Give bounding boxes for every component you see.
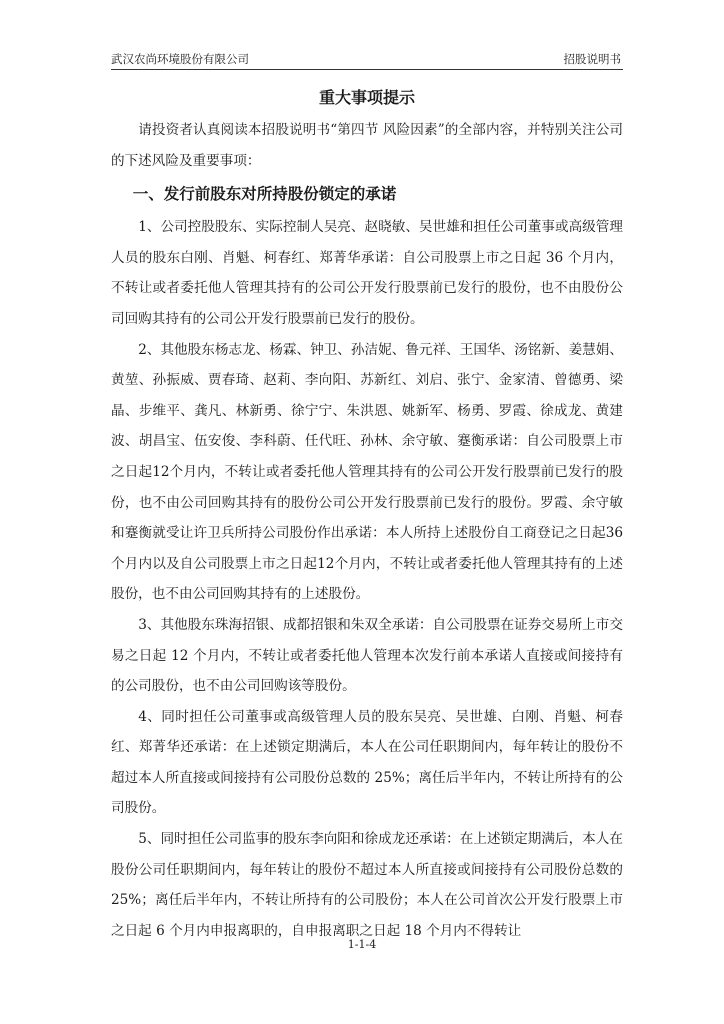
commitment-item-3: 3、其他股东珠海招银、成都招银和朱双全承诺：自公司股票在证券交易所上市交易之日起 12 个月内，不转让或者委托他人管理本次发行前本承诺人直接或间接持有的公司股份，也不由公司回购该等股份。 xyxy=(111,616,623,695)
page-number: 1-1-4 xyxy=(347,938,377,951)
page-title: 重大事项提示 xyxy=(318,88,415,107)
commitment-item-5: 5、同时担任公司监事的股东李向阳和徐成龙还承诺：在上述锁定期满后，本人在股份公司任职期间内，每年转让的股份不超过本人所直接或间接持有公司股份总数的 25%；离任后半年内，不转让所持有的公司股份；本人在公司首次公开发行股票上市之日起 6 个月内申报离职的，自申报离职之日起 18 个月内不得转让 xyxy=(111,831,623,939)
commitment-item-1: 1、公司控股股东、实际控制人吴亮、赵晓敏、吴世雄和担任公司董事或高级管理人员的股东白刚、肖魁、柯春红、郑菁华承诺：自公司股票上市之日起 36 个月内，不转让或者委托他人管理其持有的公司公开发行股票前已发行的股份，也不由股份公司回购其持有的公司公开发行股票前已发行的股份。 xyxy=(111,219,623,327)
commitment-item-4: 4、同时担任公司董事或高级管理人员的股东吴亮、吴世雄、白刚、肖魁、柯春红、郑菁华还承诺：在上述锁定期满后，本人在公司任职期间内，每年转让的股份不超过本人所直接或间接持有公司股份总数的 25%；离任后半年内，不转让所持有的公司股份。 xyxy=(111,708,623,817)
commitment-item-2: 2、其他股东杨志龙、杨霖、钟卫、孙洁妮、鲁元祥、王国华、汤铭新、姜慧娟、黄堃、孙振威、贾春琦、赵莉、李向阳、苏新红、刘启、张宁、金家清、曾德勇、梁晶、步维平、龚凡、林新勇、徐宁宁、朱洪恩、姚新军、杨勇、罗霞、徐成龙、黄建波、胡昌宝、伍安俊、李科蔚、任代旺、孙林、余守敏、蹇衡承诺：自公司股票上市之日起12个月内，不转让或者委托他人管理其持有的公司公开发行股票前已发行的股份，也不由公司回购其持有的股份公司公开发行股票前已发行的股份。罗霞、余守敏和蹇衡就受让许卫兵所持公司股份作出承诺：本人所持上述股份自工商登记之日起36个月内以及自公司股票上市之日起12个月内，不转让或者委托他人管理其持有的上述股份，也不由公司回购其持有的上述股份。 xyxy=(111,341,623,603)
page-header xyxy=(111,47,623,70)
header-document-type: 招股说明书 xyxy=(563,52,621,66)
header-company-name: 武汉农尚环境股份有限公司 xyxy=(111,52,249,66)
page-content xyxy=(111,83,623,946)
section-heading: 一、发行前股东对所持股份锁定的承诺 xyxy=(132,185,397,204)
intro-paragraph: 请投资者认真阅读本招股说明书“第四节 风险因素”的全部内容，并特别关注公司的下述风险及重要事项： xyxy=(111,122,623,169)
